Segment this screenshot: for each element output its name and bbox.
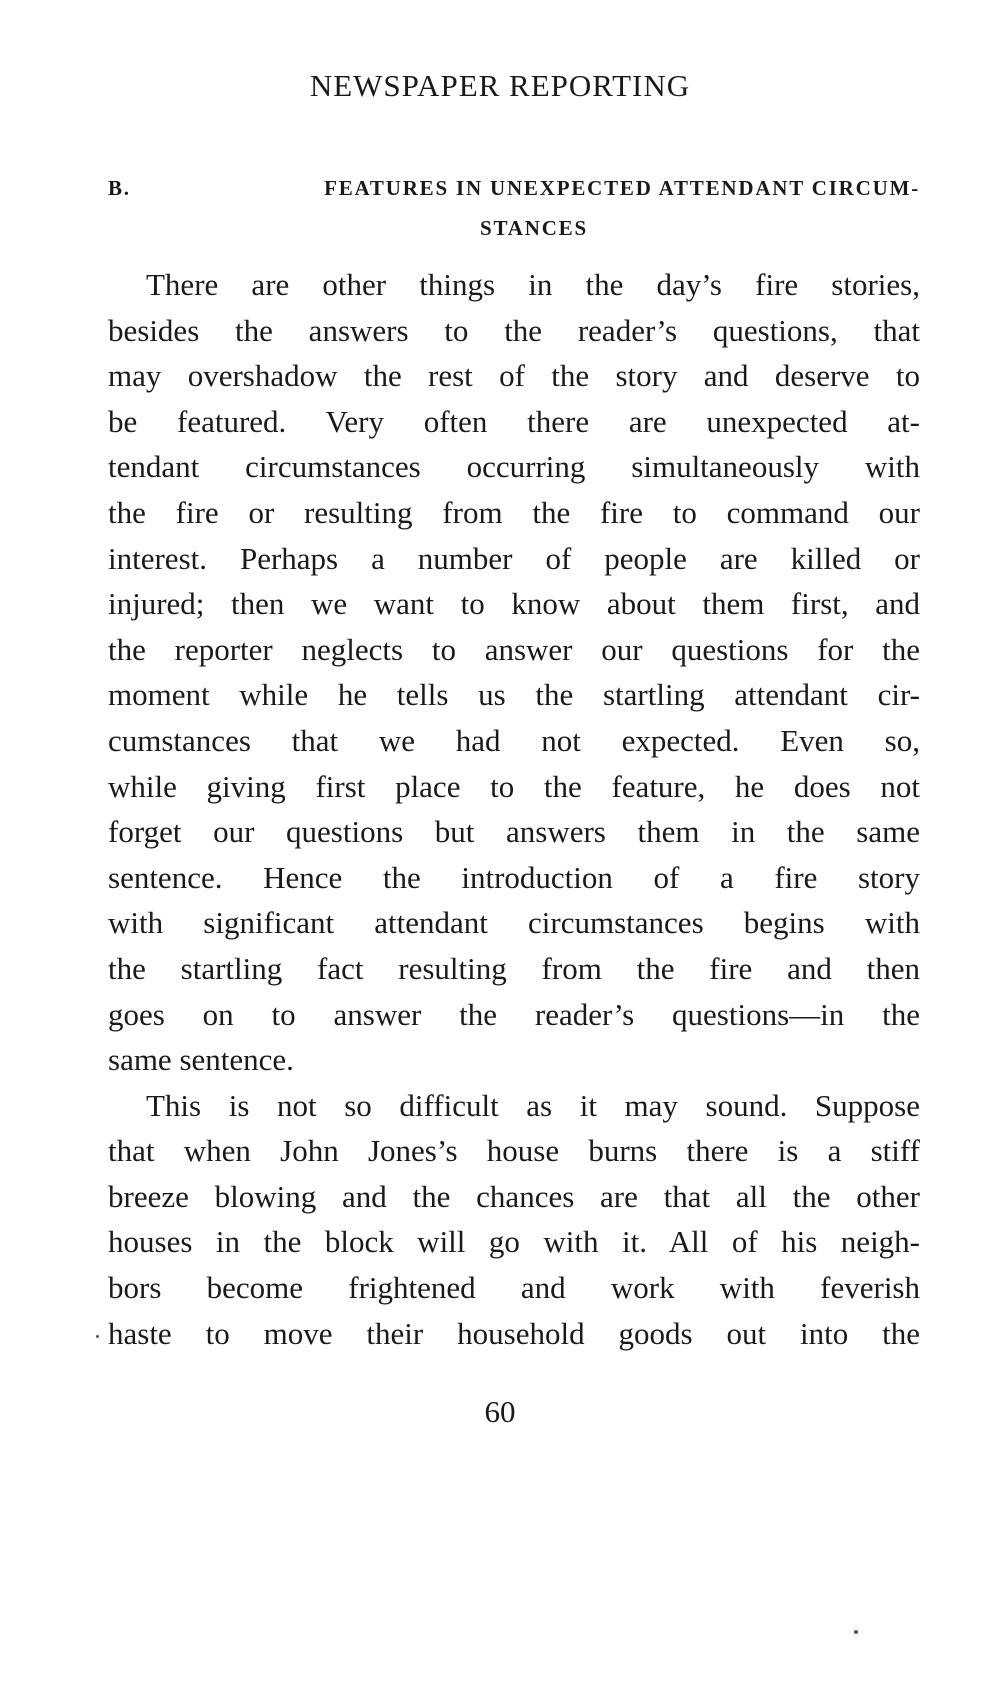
- section-title-part-2: STANCES: [480, 216, 588, 240]
- text-line: sentence. Hence the introduction of a fire story: [108, 859, 920, 895]
- text-line: tendant circumstances occurring simultaneously with: [108, 449, 920, 485]
- text-line: interest. Perhaps a number of people are killed or: [108, 540, 920, 576]
- text-line: haste to move their household goods out into the: [108, 1315, 920, 1351]
- paragraph: [108, 262, 920, 1083]
- text-line: with significant attendant circumstances begins with: [108, 905, 920, 941]
- text-line: the reporter neglects to answer our questions for the: [108, 631, 920, 667]
- section-marker: B.: [108, 176, 131, 200]
- text-line: may overshadow the rest of the story and deserve to: [108, 358, 920, 394]
- print-speck: [96, 1335, 99, 1338]
- paragraph: [108, 1083, 920, 1357]
- text-line: same sentence.: [108, 1042, 294, 1078]
- page-number: 60: [484, 1394, 516, 1429]
- print-speck: [854, 1630, 858, 1634]
- section-title-part-1: FEATURES IN UNEXPECTED ATTENDANT CIRCUM-: [324, 176, 920, 200]
- text-line: bors become frightened and work with feverish: [108, 1270, 920, 1306]
- text-line: the fire or resulting from the fire to command our: [108, 494, 920, 530]
- section-heading: [108, 168, 920, 248]
- text-line: houses in the block will go with it. All of his neigh-: [108, 1224, 920, 1260]
- text-line: This is not so difficult as it may sound. Suppose: [146, 1087, 920, 1123]
- body-text: [108, 262, 920, 1356]
- text-line: injured; then we want to know about them first, and: [108, 586, 920, 622]
- running-head: NEWSPAPER REPORTING: [309, 68, 691, 103]
- text-line: There are other things in the day’s fire stories,: [146, 267, 920, 302]
- text-line: cumstances that we had not expected. Even so,: [108, 722, 920, 758]
- text-line: while giving first place to the feature, he does not: [108, 768, 920, 804]
- text-line: the startling fact resulting from the fire and then: [108, 950, 920, 986]
- text-line: moment while he tells us the startling attendant cir-: [108, 677, 920, 713]
- text-line: besides the answers to the reader’s questions, that: [108, 312, 920, 348]
- text-line: goes on to answer the reader’s questions—in the: [108, 996, 920, 1032]
- section-heading-line-1: [108, 168, 920, 208]
- text-line: breeze blowing and the chances are that all the other: [108, 1178, 920, 1214]
- text-line: be featured. Very often there are unexpected at-: [108, 403, 920, 439]
- text-line: forget our questions but answers them in the same: [108, 814, 920, 850]
- text-line: that when John Jones’s house burns there is a stiff: [108, 1133, 920, 1169]
